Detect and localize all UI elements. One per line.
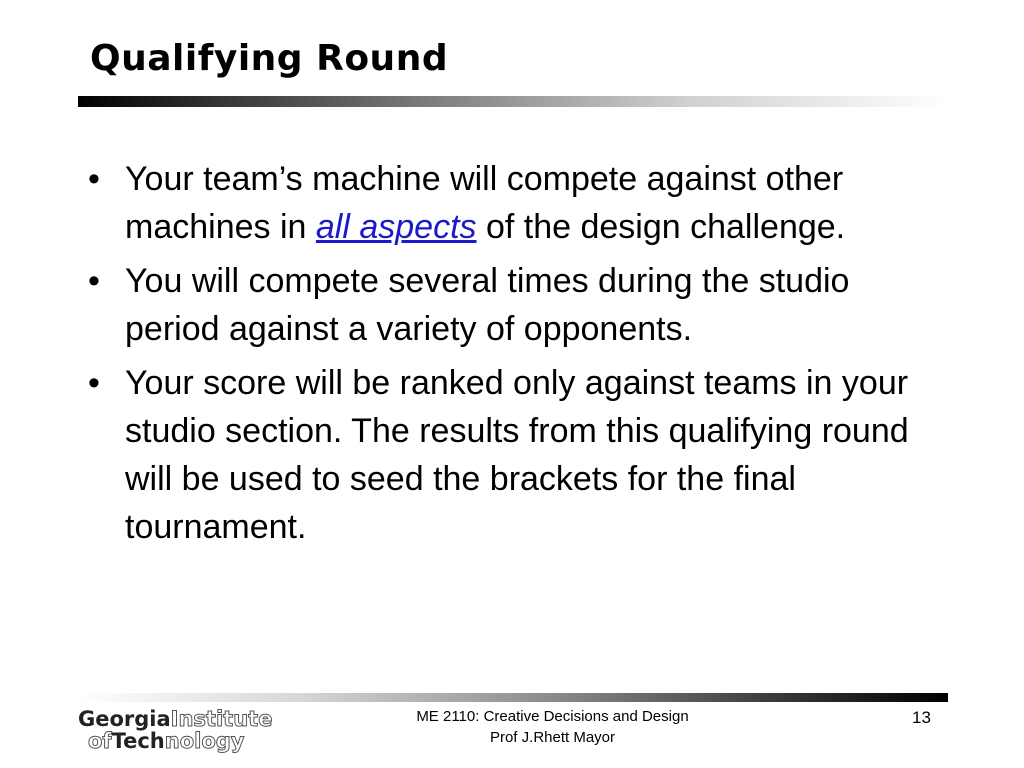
bullet-marker: • [88, 262, 100, 300]
logo-tech: Tech [111, 729, 165, 753]
slide-title: Qualifying Round [90, 38, 449, 79]
bullet-marker: • [88, 364, 100, 402]
logo-of: of [88, 729, 112, 753]
footer-divider [78, 693, 948, 702]
course-title: ME 2110: Creative Decisions and Design [416, 708, 689, 725]
logo-nology: nology [164, 729, 245, 753]
logo-institute: Institute [170, 707, 273, 731]
title-divider [78, 96, 948, 107]
course-info [380, 706, 725, 748]
georgia-tech-logo [78, 708, 272, 752]
bullet-list [88, 155, 938, 557]
bullet-item [88, 155, 938, 251]
all-aspects-link[interactable]: all aspects [315, 208, 477, 246]
logo-row-1 [78, 708, 272, 730]
bullet-marker: • [88, 160, 100, 198]
professor-name: Prof J.Rhett Mayor [489, 729, 616, 746]
bullet-text: You will compete several times during the studio period against a variety of opponents. [125, 262, 850, 348]
bullet-text: Your score will be ranked only against teams in your studio section. The results from this qualifying round will be used to seed the brackets for the final tournament. [125, 364, 909, 546]
bullet-item [88, 257, 938, 353]
bullet-item [88, 359, 938, 551]
bullet-text: of the design challenge. [476, 208, 846, 246]
bullet-text: Your team’s machine will compete against other machines in [125, 160, 844, 246]
logo-row-2 [78, 730, 272, 752]
logo-georgia: Georgia [78, 707, 171, 731]
page-number: 13 [912, 708, 931, 727]
